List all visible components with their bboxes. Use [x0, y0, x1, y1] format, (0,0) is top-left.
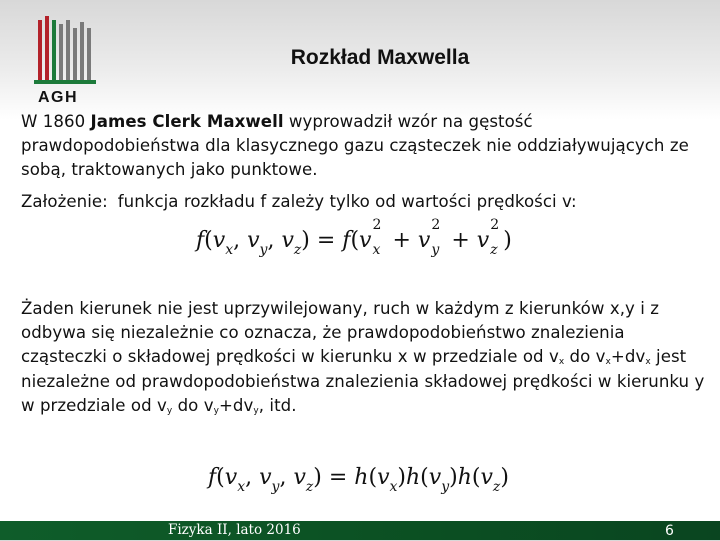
assumption-text: funkcja rozkładu f zależy tylko od wartości prędkości v: [117, 192, 577, 211]
paragraph-assumption [21, 190, 711, 214]
maxwell-name: James Clerk Maxwell [90, 112, 284, 131]
slide-title: Rozkład Maxwella [290, 46, 470, 69]
intro-text-start: W 1860 [21, 112, 91, 131]
paragraph-independence: Żaden kierunek nie jest uprzywilejowany, ruch w każdym z kierunków x,y i z odbywa się niezależnie co oznacza, że prawdopodobieństwo znalezienia cząsteczki o składowej prędkości w kierunku x w przedziale od $v_x$ do $v_x+dv_x$ jest niezależne od prawdopodobieństwa znalezienia składowej prędkości w kierunku y w przedziale od $v_y$ do $v_y+dv_y$, itd. [21, 299, 705, 416]
paragraph-intro [21, 110, 701, 182]
equation-distribution-function: $f(v_x$, $v_y$, $v_z) = f(v$ 2 x + v 2 y + v 2 z ) [196, 217, 512, 258]
agh-logo [34, 14, 96, 106]
footer-course-label: Fizyka II, lato 2016 [168, 522, 301, 538]
footer-bar [0, 521, 720, 540]
equation-factorization: $f(v_x$, $v_y$, $v_z) = h(v_x)h(v_y)h(v_z)$ [208, 465, 509, 495]
agh-logo-text: AGH [38, 89, 79, 106]
intro-text-end: wyprowadził wzór na gęstość prawdopodobieństwa dla klasycznego gazu cząsteczek nie oddziaływujących ze sobą, traktowanych jako punktowe. [21, 112, 689, 179]
page-number: 6 [665, 523, 674, 539]
assumption-label: Założenie: [21, 192, 108, 211]
